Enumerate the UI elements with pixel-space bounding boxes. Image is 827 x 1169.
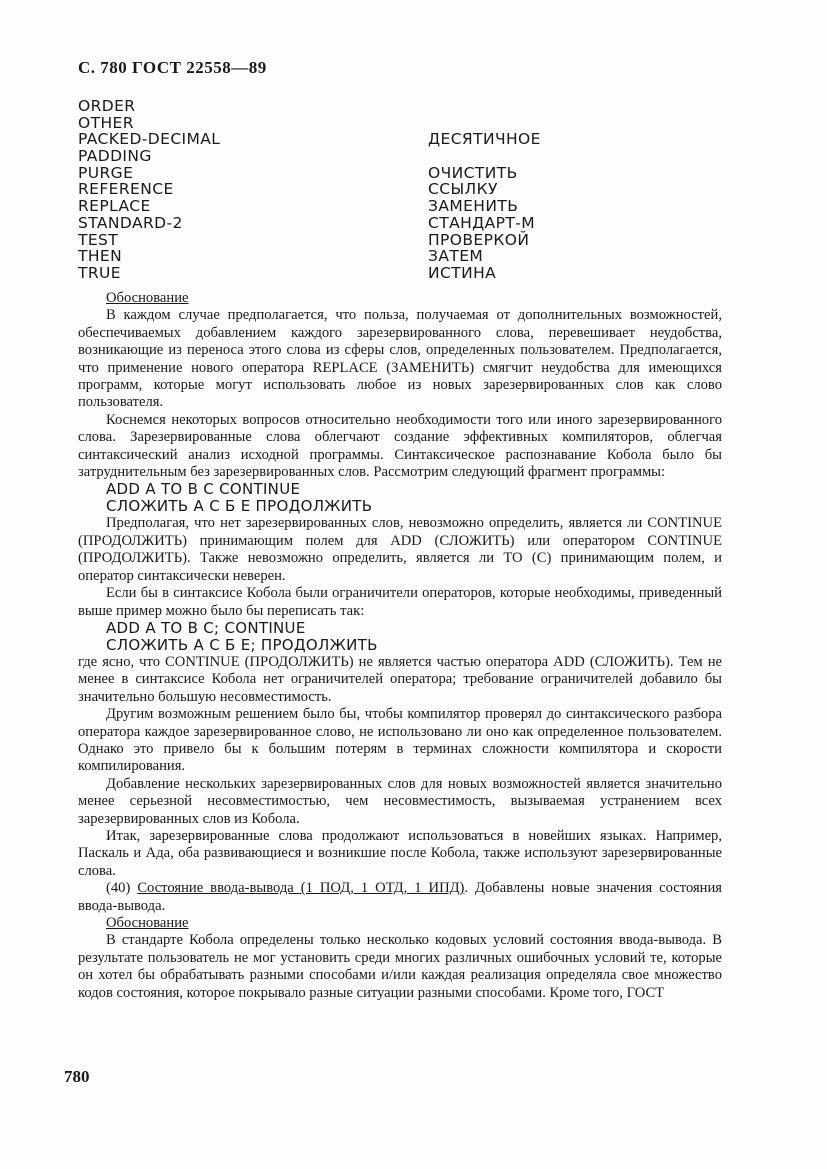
- keyword-english: PADDING: [78, 147, 152, 166]
- keyword-row: [78, 198, 758, 215]
- keyword-row: [78, 181, 758, 198]
- keyword-english: PACKED-DECIMAL: [78, 130, 221, 149]
- keyword-row: [78, 265, 758, 282]
- keyword-row: [78, 131, 758, 148]
- keyword-russian: ОЧИСТИТЬ: [428, 163, 518, 182]
- keyword-row: [78, 248, 758, 265]
- paragraph: Итак, зарезервированные слова продолжают использоваться в новейших языках. Например, Паскаль и Ада, оба развивающиеся и возникшие после Кобола, также используют зарезервированные слова.: [78, 827, 722, 879]
- code-line: ADD A TO B C CONTINUE: [106, 480, 301, 499]
- keyword-english: REPLACE: [78, 197, 151, 216]
- section-heading: Обоснование: [106, 915, 189, 931]
- code-line: СЛОЖИТЬ А С Б Е; ПРОДОЛЖИТЬ: [106, 635, 378, 654]
- code-line: СЛОЖИТЬ А С Б Е ПРОДОЛЖИТЬ: [106, 497, 373, 516]
- keyword-english: TRUE: [78, 263, 121, 282]
- keyword-russian: ПРОВЕРКОЙ: [428, 230, 530, 249]
- keyword-row: [78, 165, 758, 182]
- keyword-russian: [428, 115, 758, 132]
- paragraph: где ясно, что CONTINUE (ПРОДОЛЖИТЬ) не является частью оператора ADD (СЛОЖИТЬ). Тем не менее в синтаксисе Кобола нет ограничителей оператора; требование ограничителей добавило бы значительно большую несовместимость.: [78, 653, 722, 705]
- keyword-row: [78, 115, 758, 132]
- reserved-words-table: [78, 98, 758, 282]
- item-title: Состояние ввода-вывода (1 ПОД, 1 ОТД, 1 ИПД): [137, 880, 465, 897]
- keyword-russian: ЗАМЕНИТЬ: [428, 197, 519, 216]
- keyword-english: OTHER: [78, 113, 134, 132]
- item-text: . Добавлены новые значения состояния ввода-вывода.: [78, 880, 723, 914]
- item-number: (40): [106, 880, 138, 897]
- page-number: 780: [64, 1067, 90, 1086]
- keyword-russian: СТАНДАРТ-М: [428, 213, 536, 232]
- paragraph: [78, 880, 722, 915]
- keyword-russian: ИСТИНА: [428, 263, 497, 282]
- keyword-russian: [428, 98, 758, 115]
- paragraph: Другим возможным решением было бы, чтобы компилятор проверял до синтаксического разбора оператора каждое зарезервированное слово, не использовано ли оно как определенное пользователем. Однако это привело бы к большим потерям в терминах сложности компилятора и скорости компилирования.: [78, 706, 722, 775]
- keyword-row: [78, 98, 758, 115]
- keyword-russian: ЗАТЕМ: [428, 247, 484, 266]
- keyword-english: THEN: [78, 247, 123, 266]
- keyword-russian: ДЕСЯТИЧНОЕ: [428, 130, 541, 149]
- keyword-english: TEST: [78, 230, 119, 249]
- keyword-english: PURGE: [78, 163, 134, 182]
- paragraph: Коснемся некоторых вопросов относительно необходимости того или иного зарезервированного слова. Зарезервированные слова облегчают создание эффективных компиляторов, облегчая синтаксический анализ исходной программы. Синтаксическое распознавание Кобола было бы затруднительным без зарезервированных слов. Рассмотрим следующий фрагмент программы:: [78, 411, 722, 481]
- section-heading: Обоснование: [106, 290, 189, 306]
- paragraph: Предполагая, что нет зарезервированных слов, невозможно определить, является ли CONTINUE (ПРОДОЛЖИТЬ) принимающим полем для ADD (СЛОЖИТЬ) или оператором CONTINUE (ПРОДОЛЖИТЬ). Также невозможно определить, является ли TO (С) принимающим полем, и оператор синтаксически неверен.: [78, 515, 722, 584]
- keyword-russian: ССЫЛКУ: [428, 180, 498, 199]
- body-text: [78, 290, 722, 1002]
- code-line: ADD A TO B C; CONTINUE: [106, 618, 306, 637]
- keyword-row: [78, 215, 758, 232]
- page-header: С. 780 ГОСТ 22558—89: [78, 58, 267, 77]
- keyword-row: [78, 148, 758, 165]
- keyword-english: REFERENCE: [78, 180, 174, 199]
- keyword-english: STANDARD-2: [78, 213, 183, 232]
- paragraph: Если бы в синтаксисе Кобола были ограничители операторов, которые необходимы, приведенный выше пример можно было бы переписать так:: [78, 585, 722, 619]
- keyword-russian: [428, 148, 758, 165]
- paragraph: В стандарте Кобола определены только несколько кодовых условий состояния ввода-вывода. В результате пользователь не мог установить среди многих различных ошибочных условий те, которые он хотел бы обрабатывать разными способами и/или каждая реализация определяла свое множество кодов состояния, которое покрывало разные ситуации разными способами. Кроме того, ГОСТ: [78, 932, 722, 1001]
- keyword-row: [78, 232, 758, 249]
- keyword-english: ORDER: [78, 97, 136, 115]
- paragraph: В каждом случае предполагается, что польза, получаемая от дополнительных возможностей, обеспечиваемых добавлением каждого зарезервированного слова, перевешивает неудобства, возникающие из переноса этого слова из сферы слов, определенных пользователем. Предполагается, что применение нового оператора REPLACE (ЗАМЕНИТЬ) смягчит неудобства для имеющихся программ, которые могут использовать любое из новых зарезервированных слов как слово пользователя.: [78, 307, 722, 411]
- paragraph: Добавление нескольких зарезервированных слов для новых возможностей является значительно менее серьезной несовместимостью, чем несовместимость, вызываемая устранением всех зарезервированных слов из Кобола.: [78, 775, 722, 827]
